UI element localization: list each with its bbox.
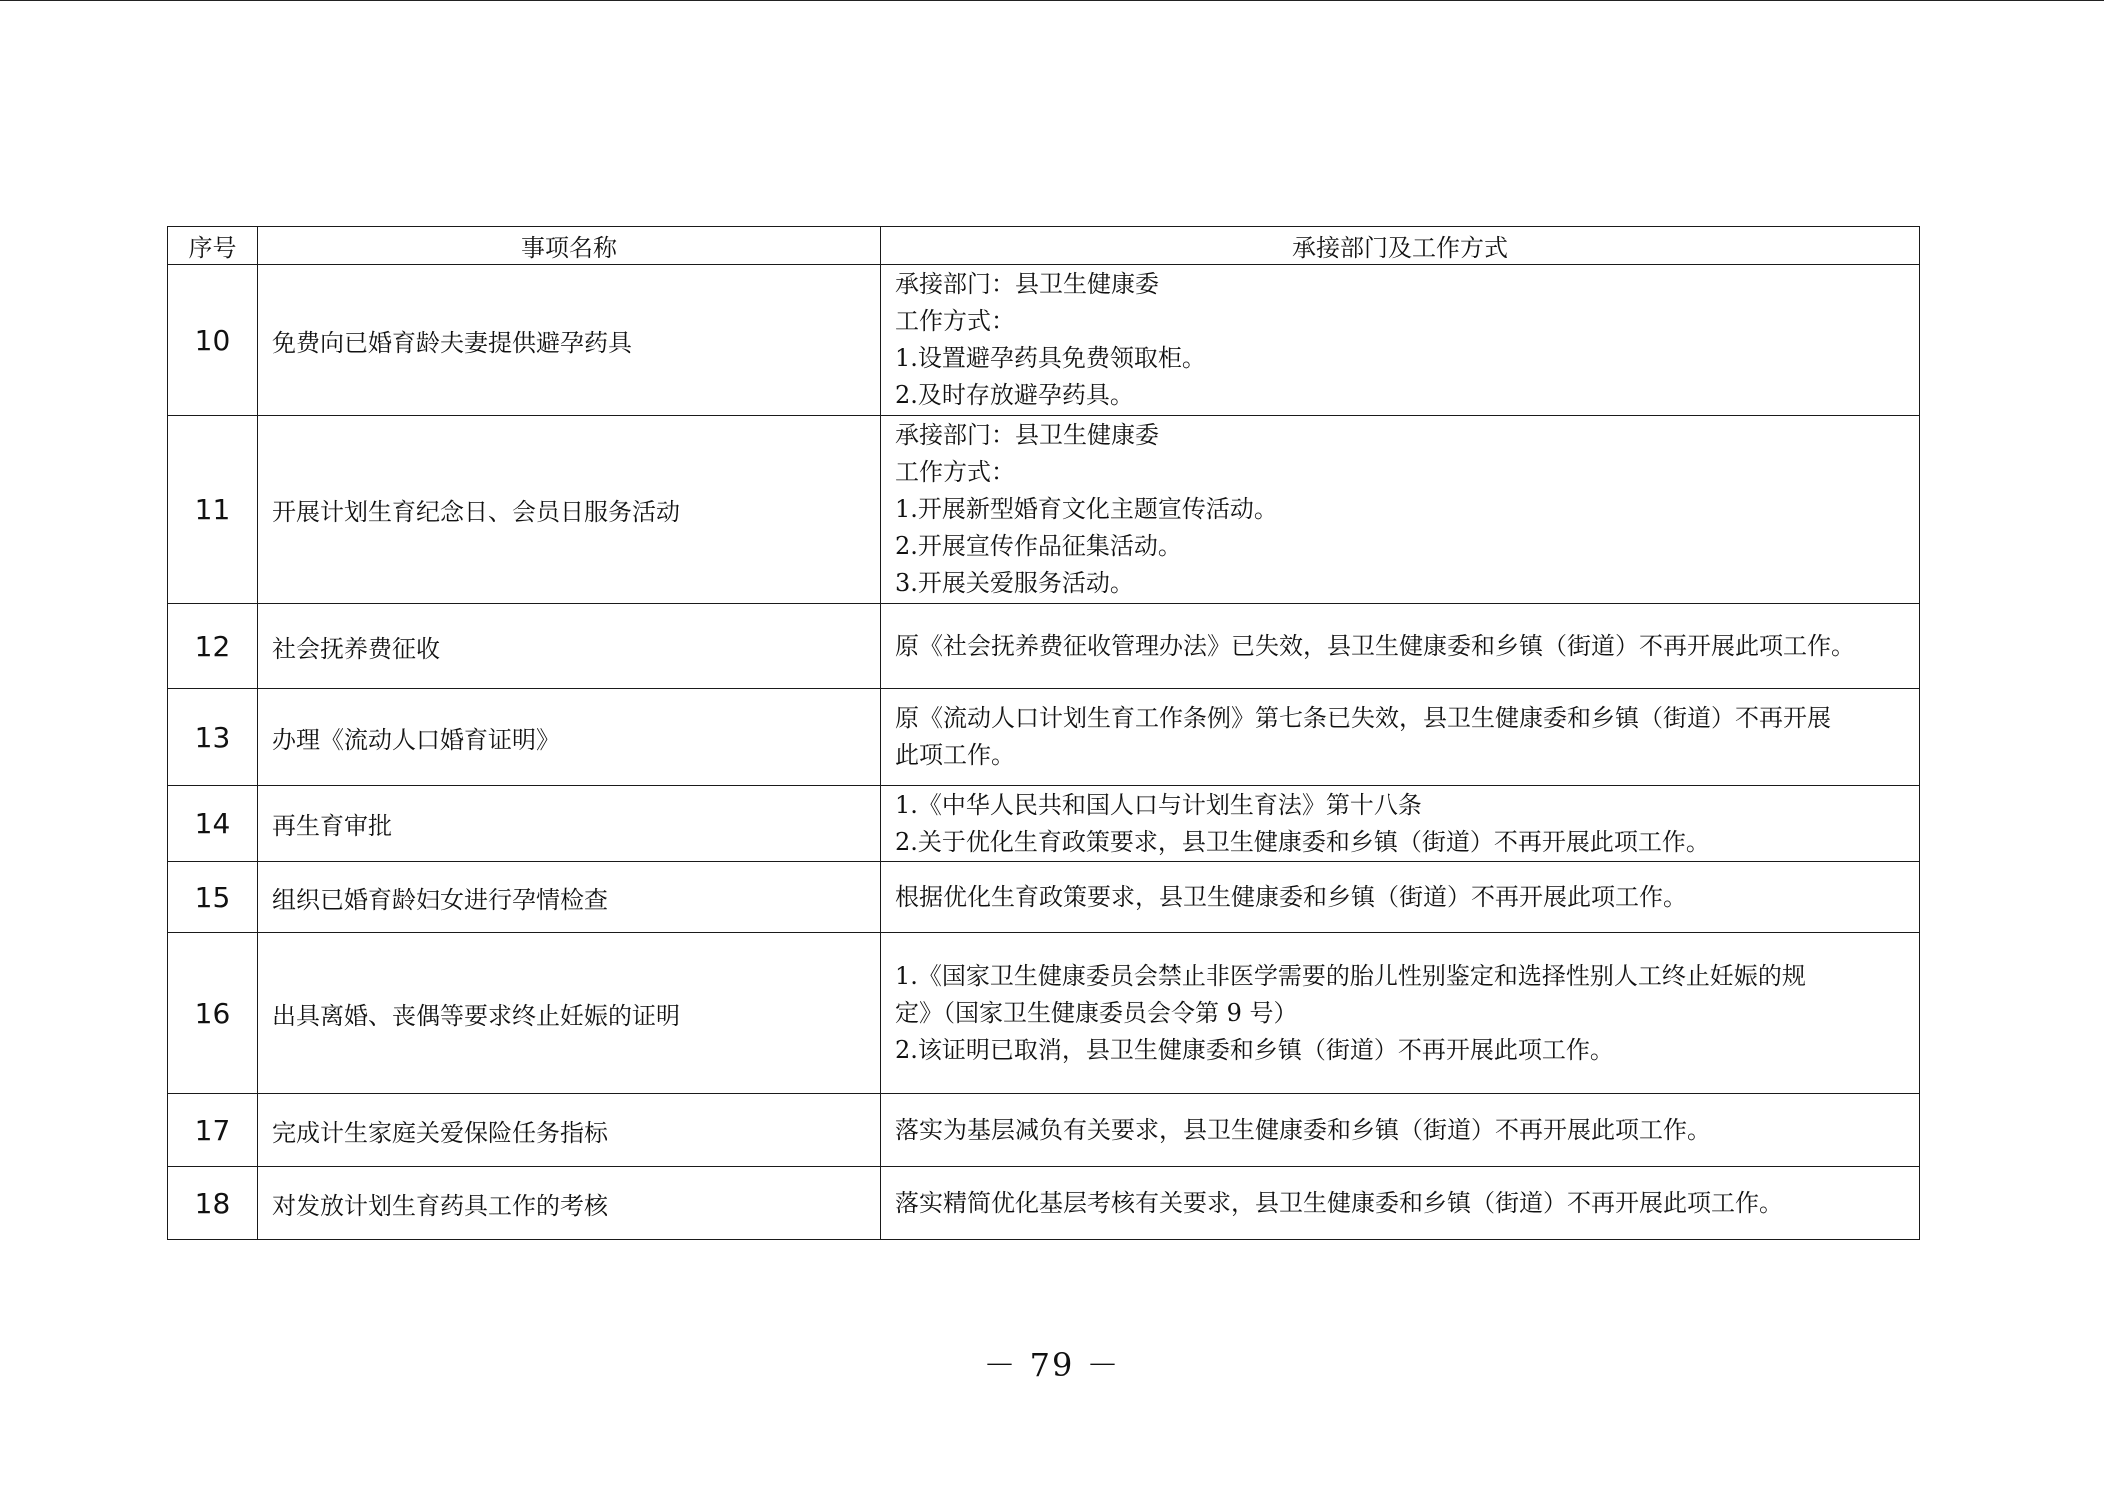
- method-line: 此项工作。: [895, 741, 1015, 769]
- method-line: 原《流动人口计划生育工作条例》第七条已失效，县卫生健康委和乡镇（街道）不再开展: [895, 704, 1831, 732]
- department-method: [881, 1167, 1920, 1240]
- method-line: 原《社会抚养费征收管理办法》已失效，县卫生健康委和乡镇（街道）不再开展此项工作。: [895, 631, 1855, 660]
- department-method: [881, 862, 1920, 933]
- method-line: 2.及时存放避孕药具。: [895, 381, 1134, 409]
- table-row: [168, 689, 1920, 786]
- method-line: 工作方式：: [895, 307, 1015, 335]
- method-line: 2.开展宣传作品征集活动。: [895, 532, 1182, 560]
- method-line: 落实精简优化基层考核有关要求，县卫生健康委和乡镇（街道）不再开展此项工作。: [895, 1188, 1783, 1217]
- matter-name: 再生育审批: [258, 786, 881, 862]
- row-number: 14: [168, 786, 258, 862]
- department-method: [881, 604, 1920, 689]
- department-method: [881, 786, 1920, 862]
- row-number: 13: [168, 689, 258, 786]
- row-number: 17: [168, 1094, 258, 1167]
- department-method: [881, 416, 1920, 604]
- method-line: 3.开展关爱服务活动。: [895, 569, 1134, 597]
- page-number: － 79 －: [983, 1346, 1121, 1384]
- table-row: [168, 416, 1920, 604]
- table-row: [168, 604, 1920, 689]
- header-matter-name: 事项名称: [258, 227, 881, 265]
- matter-name: 社会抚养费征收: [258, 604, 881, 689]
- department-method: [881, 933, 1920, 1094]
- matter-name: 出具离婚、丧偶等要求终止妊娠的证明: [258, 933, 881, 1094]
- method-line: 1.设置避孕药具免费领取柜。: [895, 344, 1206, 372]
- matter-name: 办理《流动人口婚育证明》: [258, 689, 881, 786]
- method-line: 1.开展新型婚育文化主题宣传活动。: [895, 495, 1278, 523]
- row-number: 18: [168, 1167, 258, 1240]
- top-rule: [0, 0, 2104, 1]
- row-number: 15: [168, 862, 258, 933]
- method-line: 2.关于优化生育政策要求，县卫生健康委和乡镇（街道）不再开展此项工作。: [895, 827, 1710, 856]
- header-serial-number: 序号: [168, 227, 258, 265]
- method-line: 根据优化生育政策要求，县卫生健康委和乡镇（街道）不再开展此项工作。: [895, 882, 1687, 911]
- row-number: 10: [168, 265, 258, 416]
- method-line: 定》（国家卫生健康委员会令第 9 号）: [895, 998, 1298, 1027]
- row-number: 16: [168, 933, 258, 1094]
- matter-name: 免费向已婚育龄夫妻提供避孕药具: [258, 265, 881, 416]
- header-department-method: 承接部门及工作方式: [881, 227, 1920, 265]
- row-number: 12: [168, 604, 258, 689]
- matters-table: [167, 226, 1920, 1240]
- department-line: 承接部门：县卫生健康委: [895, 270, 1159, 298]
- method-line: 2.该证明已取消，县卫生健康委和乡镇（街道）不再开展此项工作。: [895, 1035, 1614, 1064]
- table-row: [168, 786, 1920, 862]
- table-row: [168, 1167, 1920, 1240]
- matter-name: 对发放计划生育药具工作的考核: [258, 1167, 881, 1240]
- table-row: [168, 862, 1920, 933]
- matter-name: 组织已婚育龄妇女进行孕情检查: [258, 862, 881, 933]
- method-line: 1.《国家卫生健康委员会禁止非医学需要的胎儿性别鉴定和选择性别人工终止妊娠的规: [895, 961, 1806, 990]
- matter-name: 完成计生家庭关爱保险任务指标: [258, 1094, 881, 1167]
- table-row: [168, 265, 1920, 416]
- department-method: [881, 689, 1920, 786]
- method-line: 落实为基层减负有关要求，县卫生健康委和乡镇（街道）不再开展此项工作。: [895, 1115, 1711, 1144]
- table-row: [168, 933, 1920, 1094]
- method-line: 1.《中华人民共和国人口与计划生育法》第十八条: [895, 790, 1422, 819]
- table-row: [168, 1094, 1920, 1167]
- department-method: [881, 1094, 1920, 1167]
- method-line: 工作方式：: [895, 458, 1015, 486]
- department-method: [881, 265, 1920, 416]
- table-header-row: [168, 227, 1920, 265]
- matter-name: 开展计划生育纪念日、会员日服务活动: [258, 416, 881, 604]
- department-line: 承接部门：县卫生健康委: [895, 421, 1159, 449]
- row-number: 11: [168, 416, 258, 604]
